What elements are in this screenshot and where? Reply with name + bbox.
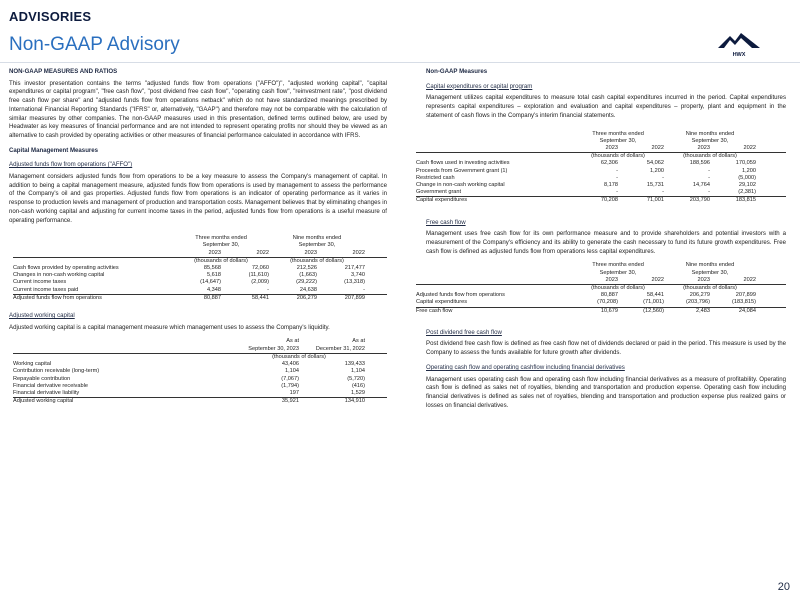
fcf-paragraph: Management uses free cash flow for its own performance measure and to provide shareholders and potential investors with a measurement of the Company's efficiency and its ability to generate the cash necessary to fund its future growth expenditures. Free cash flow is defined as adjusted funds flow from operations less capital expenditures. [426, 230, 786, 255]
affo-units: (thousands of dollars) [194, 257, 248, 264]
cell-value: (7,067) [281, 375, 299, 382]
total-row [416, 307, 786, 315]
cell-value: 5,618 [207, 272, 221, 279]
total-value: 70,208 [600, 197, 618, 204]
total-value: 203,790 [689, 197, 710, 204]
row-label: Change in non-cash working capital [416, 181, 505, 188]
awc-h2a: As at [352, 338, 365, 345]
cell-value: 4,348 [207, 286, 221, 293]
cell-value: 1,104 [351, 368, 365, 375]
cell-value: (70,208) [597, 299, 618, 306]
awc-h1b: September 30, 2023 [248, 345, 299, 352]
table-row [416, 299, 786, 306]
fcf-h2a: Nine months ended [685, 262, 735, 269]
table-row [416, 189, 786, 196]
cell-value: (183,815) [732, 299, 756, 306]
cell-value: 14,764 [692, 181, 710, 188]
total-value: (12,560) [643, 307, 664, 314]
cell-value: 54,062 [646, 160, 664, 167]
cell-value: - [267, 286, 269, 293]
fcf-h2b: September 30, [691, 269, 729, 276]
cell-value: 212,526 [296, 265, 317, 272]
capex-units: (thousands of dollars) [591, 153, 645, 160]
capex-units: (thousands of dollars) [683, 153, 737, 160]
cell-value: 8,178 [604, 181, 618, 188]
total-value: 206,279 [296, 294, 317, 301]
fcf-units: (thousands of dollars) [683, 284, 737, 291]
total-value: 35,921 [281, 398, 299, 405]
row-label: Working capital [13, 361, 52, 368]
capex-h2b: September 30, [691, 137, 729, 144]
table-row [13, 383, 387, 390]
fcf-heading: Free cash flow [426, 218, 466, 226]
cell-value: - [662, 174, 664, 181]
row-label: Adjusted funds flow from operations [416, 292, 505, 299]
cell-value: (5,000) [738, 174, 756, 181]
affo-year: 2022 [256, 249, 269, 256]
cell-value: 217,477 [344, 265, 365, 272]
fcf-year: 2022 [743, 276, 756, 283]
affo-h1b: September 30, [202, 242, 240, 249]
total-value: 24,084 [738, 307, 756, 314]
cell-value: (2,009) [251, 279, 269, 286]
total-label: Adjusted funds flow from operations [13, 294, 102, 301]
cell-value: (11,610) [248, 272, 269, 279]
awc-units: (thousands of dollars) [272, 353, 326, 360]
table-row [13, 265, 387, 272]
cell-value: - [363, 286, 365, 293]
cell-value: 62,306 [600, 160, 618, 167]
affo-h1a: Three months ended [195, 235, 247, 242]
awc-paragraph: Adjusted working capital is a capital management measure which management uses to assess the Company's liquidity. [9, 323, 330, 331]
cell-value: 188,596 [689, 160, 710, 167]
affo-year: 2023 [208, 249, 221, 256]
awc-table [13, 338, 387, 405]
cell-value: 3,740 [351, 272, 365, 279]
logo-text: HWX [732, 52, 746, 58]
ocf-heading: Operating cash flow and operating cashflow including financial derivatives [426, 363, 625, 371]
table-row [416, 168, 786, 175]
cell-value: 206,279 [689, 292, 710, 299]
capex-paragraph: Management utilizes capital expenditures to measure total cash capital expenditures incurred in the period. Capital expenditures represents capital expenditures – exploration and evaluation and capital expenditures – property, plant and equipment in the statement of cash flows in the Company's interim financial statements. [426, 94, 786, 119]
row-label: Financial derivative receivable [13, 382, 88, 389]
awc-h2b: December 31, 2022 [315, 345, 365, 352]
row-label: Proceeds from Government grant (1) [416, 167, 508, 174]
cell-value: 207,899 [735, 292, 756, 299]
fcf-year: 2022 [651, 276, 664, 283]
header-divider [0, 62, 800, 63]
table-row [13, 390, 387, 397]
cell-value: (29,222) [296, 279, 317, 286]
cell-value: 1,529 [351, 389, 365, 396]
total-label: Adjusted working capital [13, 398, 74, 405]
cell-value: 29,102 [738, 181, 756, 188]
cell-value: 1,200 [742, 167, 756, 174]
cell-value: 43,406 [281, 361, 299, 368]
cell-value: (13,318) [344, 279, 365, 286]
total-value: 58,441 [251, 294, 269, 301]
page-number: 20 [777, 581, 790, 593]
page-title: Non-GAAP Advisory [9, 34, 180, 55]
row-label: Contribution receivable (long-term) [13, 368, 100, 375]
row-label: Financial derivative liability [13, 389, 80, 396]
total-label: Capital expenditures [416, 197, 467, 204]
total-row [13, 397, 387, 405]
awc-heading: Adjusted working capital [9, 312, 75, 320]
cell-value: (2,381) [738, 189, 756, 196]
affo-units: (thousands of dollars) [290, 257, 344, 264]
affo-paragraph: Management considers adjusted funds flow from operations to be a key measure to assess the Company's management of capital. In addition to being a capital management measure, adjusted funds flow from operations is used by management to assess the performance of the Company's oil and gas properties. Adjusted funds flow from operations is an indicator of operating performance as it varies in response to production levels and management of production and transportation costs. Management believes that by eliminating changes in non-cash working capital and adjusting for current income taxes in the period, adjusted funds flow from operations is a useful measure of operating performance. [9, 173, 387, 224]
cell-value: - [616, 189, 618, 196]
capex-h2a: Nine months ended [685, 130, 735, 137]
table-row [13, 376, 387, 383]
table-row [416, 160, 786, 167]
non-gaap-heading: NON-GAAP MEASURES AND RATIOS [9, 68, 118, 75]
row-label: Cash flows used in investing activities [416, 160, 510, 167]
affo-table [13, 235, 387, 302]
cell-value: 85,568 [203, 265, 221, 272]
affo-heading: Adjusted funds flow from operations ("AFFO") [9, 161, 133, 169]
cell-value: (1,663) [299, 272, 317, 279]
total-value: 2,483 [696, 307, 710, 314]
cell-value: 1,104 [285, 368, 299, 375]
cell-value: (203,796) [686, 299, 710, 306]
section-label: ADVISORIES [9, 9, 92, 24]
total-value: 134,910 [344, 398, 365, 405]
cell-value: 139,433 [344, 361, 365, 368]
cell-value: (5,720) [347, 375, 365, 382]
cell-value: - [708, 174, 710, 181]
company-logo [716, 28, 762, 58]
cell-value: (14,647) [200, 279, 221, 286]
table-row [416, 182, 786, 189]
total-value: 207,899 [344, 294, 365, 301]
capex-h1b: September 30, [599, 137, 637, 144]
cell-value: (71,001) [643, 299, 664, 306]
fcf-units: (thousands of dollars) [591, 284, 645, 291]
capex-table [416, 131, 786, 205]
affo-h2a: Nine months ended [292, 235, 342, 242]
cell-value: 197 [289, 389, 299, 396]
cell-value: 15,731 [646, 181, 664, 188]
capex-h1a: Three months ended [592, 130, 644, 137]
awc-h1a: As at [286, 338, 299, 345]
cell-value: (1,794) [281, 382, 299, 389]
cell-value: - [616, 167, 618, 174]
row-label: Cash flows provided by operating activities [13, 265, 119, 272]
fcf-year: 2023 [697, 276, 710, 283]
cell-value: - [708, 189, 710, 196]
table-row [13, 361, 387, 368]
table-row [416, 292, 786, 299]
affo-h2b: September 30, [298, 242, 336, 249]
row-label: Capital expenditures [416, 299, 467, 306]
cell-value: 1,200 [650, 167, 664, 174]
cell-value: 170,059 [735, 160, 756, 167]
cell-value: - [616, 174, 618, 181]
affo-year: 2022 [352, 249, 365, 256]
fcf-year: 2023 [605, 276, 618, 283]
cell-value: 80,887 [600, 292, 618, 299]
capex-heading: Capital expenditures or capital program [426, 82, 533, 90]
total-value: 71,001 [646, 197, 664, 204]
cell-value: 58,441 [646, 292, 664, 299]
cell-value: - [708, 167, 710, 174]
fcf-table [416, 262, 786, 314]
table-row [13, 368, 387, 375]
table-row [416, 175, 786, 182]
non-gaap-measures-heading: Non-GAAP Measures [426, 68, 488, 75]
fcf-h1b: September 30, [599, 269, 637, 276]
affo-year: 2023 [304, 249, 317, 256]
row-label: Current income taxes [13, 279, 67, 286]
total-value: 10,679 [600, 307, 618, 314]
capex-year: 2023 [605, 144, 618, 151]
row-label: Changes in non-cash working capital [13, 272, 105, 279]
capex-year: 2022 [651, 144, 664, 151]
ocf-paragraph: Management uses operating cash flow and operating cash flow including financial derivatives as a measure of profitability. Operating cash flow is defined as sales net of royalties, blending and transportation and production expense. Operating cash flow including financial derivatives is defined as sales net of royalties, blending and transportation and production expense plus realized gains or losses on financial derivatives. [426, 375, 786, 409]
row-label: Repayable contribution [13, 375, 71, 382]
capex-year: 2023 [697, 144, 710, 151]
row-label: Restricted cash [416, 174, 455, 181]
capex-year: 2022 [743, 144, 756, 151]
cell-value: 72,060 [251, 265, 269, 272]
intro-paragraph: This investor presentation contains the terms "adjusted funds flow from operations ("AFFO")", "adjusted working capital", "capital expenditures or capital program", "free cash flow", "post dividend free cash flow", "operating cash flow", "reinvestment rate", "post dividend free cash flow per share" and "adjusted funds flow from operations netback" which do not have standardized meanings prescribed by International Financial Reporting Standards ("IFRS" or, alternatively, "GAAP") and therefore may not be comparable with the calculation of similar measures by other companies. The non-GAAP measures used in this presentation, defined terms outlined below, are used by Headwater as key measures of financial performance and are not intended to represent operating profits nor should they be viewed as an alternative to cash provided by operating activities or other measures of financial performance calculated in accordance with IFRS. [9, 79, 387, 139]
total-label: Free cash flow [416, 307, 453, 314]
pdfcf-paragraph: Post dividend free cash flow is defined as free cash flow net of dividends declared or paid in the period. This measure is used by the Company to assess the funds available for future growth after dividends. [426, 340, 786, 357]
table-row [13, 279, 387, 286]
total-row [13, 294, 387, 302]
table-row [13, 287, 387, 294]
total-row [416, 196, 786, 204]
row-label: Government grant [416, 189, 462, 196]
total-value: 80,887 [203, 294, 221, 301]
pdfcf-heading: Post dividend free cash flow [426, 328, 502, 336]
capital-management-heading: Capital Management Measures [9, 146, 99, 154]
row-label: Current income taxes paid [13, 286, 79, 293]
right-column [416, 68, 786, 416]
cell-value: (416) [351, 382, 365, 389]
fcf-h1a: Three months ended [592, 262, 644, 269]
cell-value: 24,638 [299, 286, 317, 293]
left-column [9, 68, 387, 415]
total-value: 183,815 [735, 197, 756, 204]
table-row [13, 272, 387, 279]
cell-value: - [662, 189, 664, 196]
